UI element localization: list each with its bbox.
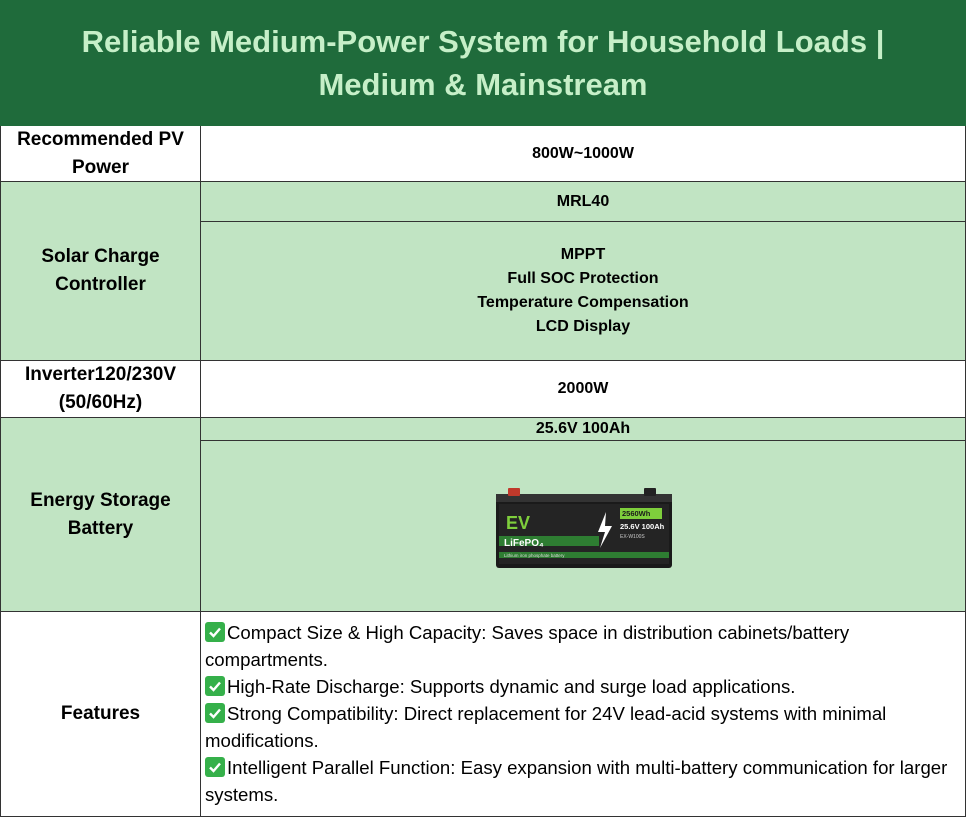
inverter-label-line-1: Inverter120/230V <box>24 364 177 385</box>
controller-label-cell <box>0 182 201 361</box>
controller-label: Solar Charge Controller <box>41 246 160 295</box>
title-line-2: Medium & Mainstream <box>318 67 648 102</box>
check-icon <box>205 703 225 723</box>
check-icon <box>205 757 225 777</box>
feature-text: Compact Size & High Capacity: Saves space in distribution cabinets/battery compartments. <box>205 622 850 670</box>
title-line-1: Reliable Medium-Power System for Household Loads | <box>81 24 885 59</box>
pv-label-cell <box>0 126 201 182</box>
controller-features-cell <box>201 222 966 361</box>
controller-model: MRL40 <box>556 192 610 210</box>
list-item <box>205 619 959 673</box>
battery-label: Energy Storage Battery <box>30 489 171 539</box>
controller-model-cell <box>201 182 966 222</box>
pv-value-cell <box>201 126 966 182</box>
controller-feature: Temperature Compensation <box>477 294 689 311</box>
table-title <box>0 0 966 126</box>
battery-image <box>201 441 966 612</box>
list-item <box>205 673 959 700</box>
list-item <box>205 754 959 808</box>
controller-feature: LCD Display <box>535 318 631 335</box>
battery-energy: 2560Wh <box>621 508 650 518</box>
features-label-cell <box>0 612 201 817</box>
battery-spec-cell <box>201 418 966 441</box>
battery-sub: Lithium iron phosphate battery <box>503 552 565 558</box>
battery-illustration <box>494 484 674 570</box>
controller-feature: Full SOC Protection <box>507 270 659 287</box>
list-item <box>205 700 959 754</box>
inverter-label-cell <box>0 361 201 418</box>
battery-spec: 25.6V 100Ah <box>535 420 631 437</box>
pv-value: 800W~1000W <box>532 144 634 162</box>
inverter-label-line-2: (50/60Hz) <box>58 392 143 413</box>
check-icon <box>205 676 225 696</box>
feature-text: High-Rate Discharge: Supports dynamic and surge load applications. <box>227 676 796 697</box>
feature-text: Intelligent Parallel Function: Easy expansion with multi-battery communication for larger systems. <box>205 757 948 805</box>
controller-feature: MPPT <box>560 246 606 263</box>
pv-label: Recommended PV Power <box>17 128 184 178</box>
feature-text: Strong Compatibility: Direct replacement for 24V lead-acid systems with minimal modifications. <box>205 703 887 751</box>
features-label: Features <box>60 703 141 724</box>
features-list <box>201 612 966 817</box>
battery-label-cell <box>0 418 201 612</box>
battery-brand: EV <box>505 512 530 533</box>
battery-model: EX-W100S <box>619 533 645 540</box>
battery-label-spec: 25.6V 100Ah <box>619 521 664 531</box>
inverter-value: 2000W <box>557 380 609 397</box>
check-icon <box>205 622 225 642</box>
inverter-value-cell <box>201 361 966 418</box>
battery-chem: LiFePO₄ <box>503 537 544 549</box>
